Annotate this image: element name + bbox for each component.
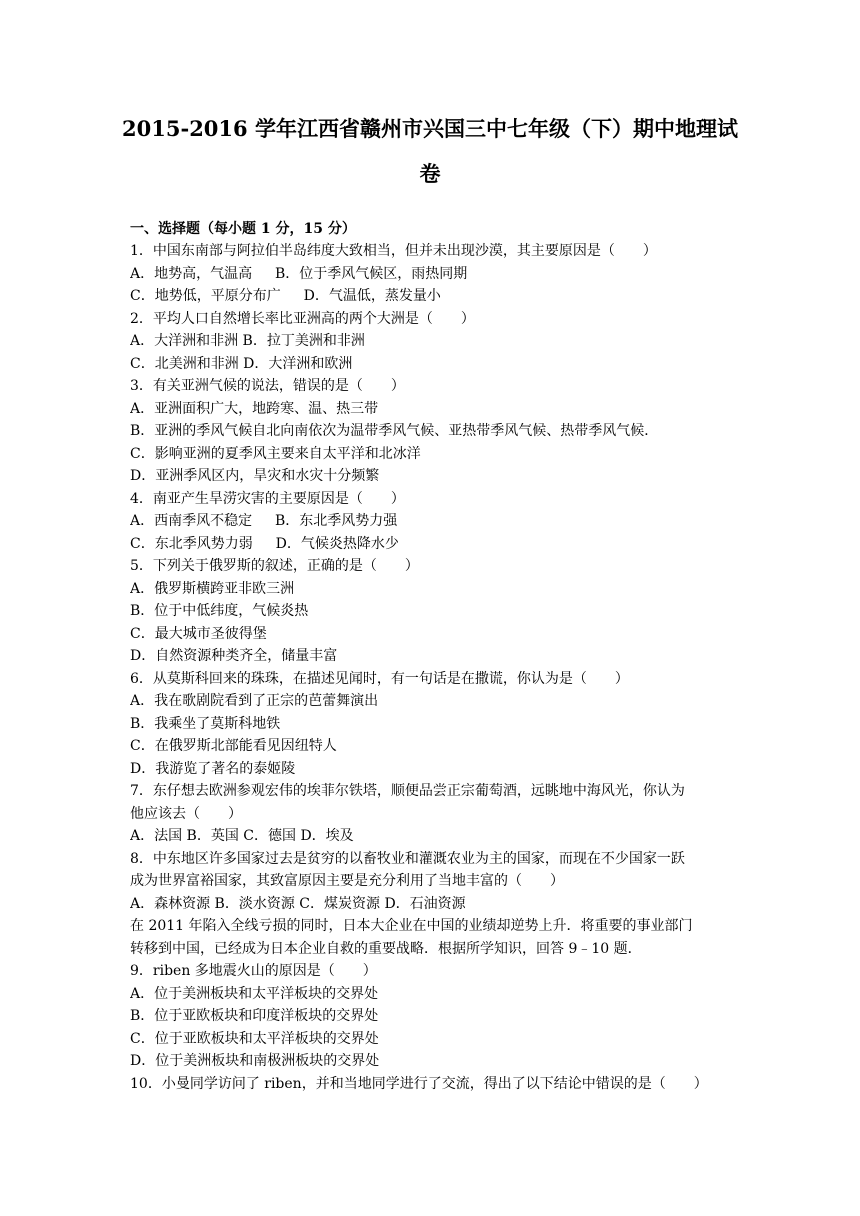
text-line: 3．有关亚洲气候的说法，错误的是（ ） — [130, 378, 405, 394]
text-line: A．俄罗斯横跨亚非欧三洲 — [130, 580, 295, 597]
text-line: 7．东仔想去欧洲参观宏伟的埃菲尔铁塔，顺便品尝正宗葡萄酒，远眺地中海风光，你认为 — [130, 783, 685, 799]
text-line: A．大洋洲和非洲 B．拉丁美洲和非洲 — [130, 333, 365, 349]
document-title-line-2: 卷 — [419, 161, 441, 186]
text-line: D．我游览了著名的泰姬陵 — [130, 760, 296, 777]
text-line: 他应该去（ ） — [130, 805, 242, 822]
document-title-line-1: 2015-2016 学年江西省赣州市兴国三中七年级（下）期中地理试 — [122, 116, 738, 141]
text-line: C．东北季风势力弱 D．气候炎热降水少 — [130, 535, 399, 552]
text-line: B．位于中低纬度，气候炎热 — [130, 603, 309, 619]
text-line: B．亚洲的季风气候自北向南依次为温带季风气候、亚热带季风气候、热带季风气候． — [130, 423, 659, 439]
text-line: A．亚洲面积广大，地跨寒、温、热三带 — [130, 400, 379, 417]
text-line: 6．从莫斯科回来的珠珠，在描述见闻时，有一句话是在撒谎，你认为是（ ） — [130, 670, 629, 687]
text-line: A．森林资源 B．淡水资源 C．煤炭资源 D．石油资源 — [130, 895, 466, 912]
text-line: A．位于美洲板块和太平洋板块的交界处 — [130, 985, 379, 1002]
question-text-block — [130, 240, 730, 1095]
text-line: A．地势高，气温高 B．位于季风气候区，雨热同期 — [130, 265, 468, 282]
text-line: 2．平均人口自然增长率比亚洲高的两个大洲是（ ） — [130, 310, 475, 327]
text-line: 5．下列关于俄罗斯的叙述，正确的是（ ） — [130, 558, 419, 574]
text-line: A．西南季风不稳定 B．东北季风势力强 — [130, 513, 398, 529]
text-line: 1．中国东南部与阿拉伯半岛纬度大致相当，但并未出现沙漠，其主要原因是（ ） — [130, 243, 657, 259]
text-line: C．地势低，平原分布广 D．气温低，蒸发量小 — [130, 288, 441, 304]
text-line: C．位于亚欧板块和太平洋板块的交界处 — [130, 1030, 379, 1047]
text-line: D．自然资源种类齐全，储量丰富 — [130, 648, 338, 664]
text-line: B．我乘坐了莫斯科地铁 — [130, 715, 281, 732]
text-line: C．北美洲和非洲 D．大洋洲和欧洲 — [130, 355, 353, 372]
text-line: 成为世界富裕国家，其致富原因主要是充分利用了当地丰富的（ ） — [130, 873, 564, 889]
section-heading: 一、选择题（每小题 1 分，15 分） — [130, 221, 356, 237]
text-line: 9．riben 多地震火山的原因是（ ） — [130, 963, 377, 979]
text-line: 在 2011 年陷入全线亏损的同时，日本大企业在中国的业绩却逆势上升．将重要的事业部门 — [130, 918, 693, 934]
text-line: A．我在歌剧院看到了正宗的芭蕾舞演出 — [130, 693, 379, 709]
text-line: D．位于美洲板块和南极洲板块的交界处 — [130, 1053, 380, 1069]
text-line: 4．南亚产生旱涝灾害的主要原因是（ ） — [130, 490, 405, 507]
text-line: C．在俄罗斯北部能看见因纽特人 — [130, 738, 337, 754]
text-line: 8．中东地区许多国家过去是贫穷的以畜牧业和灌溉农业为主的国家，而现在不少国家一跃 — [130, 850, 685, 867]
text-line: 10．小曼同学访问了 riben，并和当地同学进行了交流，得出了以下结论中错误的是（ ） — [130, 1075, 708, 1092]
text-line: B．位于亚欧板块和印度洋板块的交界处 — [130, 1008, 379, 1024]
text-line: A．法国 B．英国 C．德国 D．埃及 — [130, 828, 354, 844]
text-line: C．最大城市圣彼得堡 — [130, 625, 267, 642]
text-line: C．影响亚洲的夏季风主要来自太平洋和北冰洋 — [130, 445, 421, 462]
text-line: D．亚洲季风区内，旱灾和水灾十分频繁 — [130, 468, 380, 484]
text-line: 转移到中国，已经成为日本企业自救的重要战略．根据所学知识，回答 9﹣10 题． — [130, 940, 642, 957]
